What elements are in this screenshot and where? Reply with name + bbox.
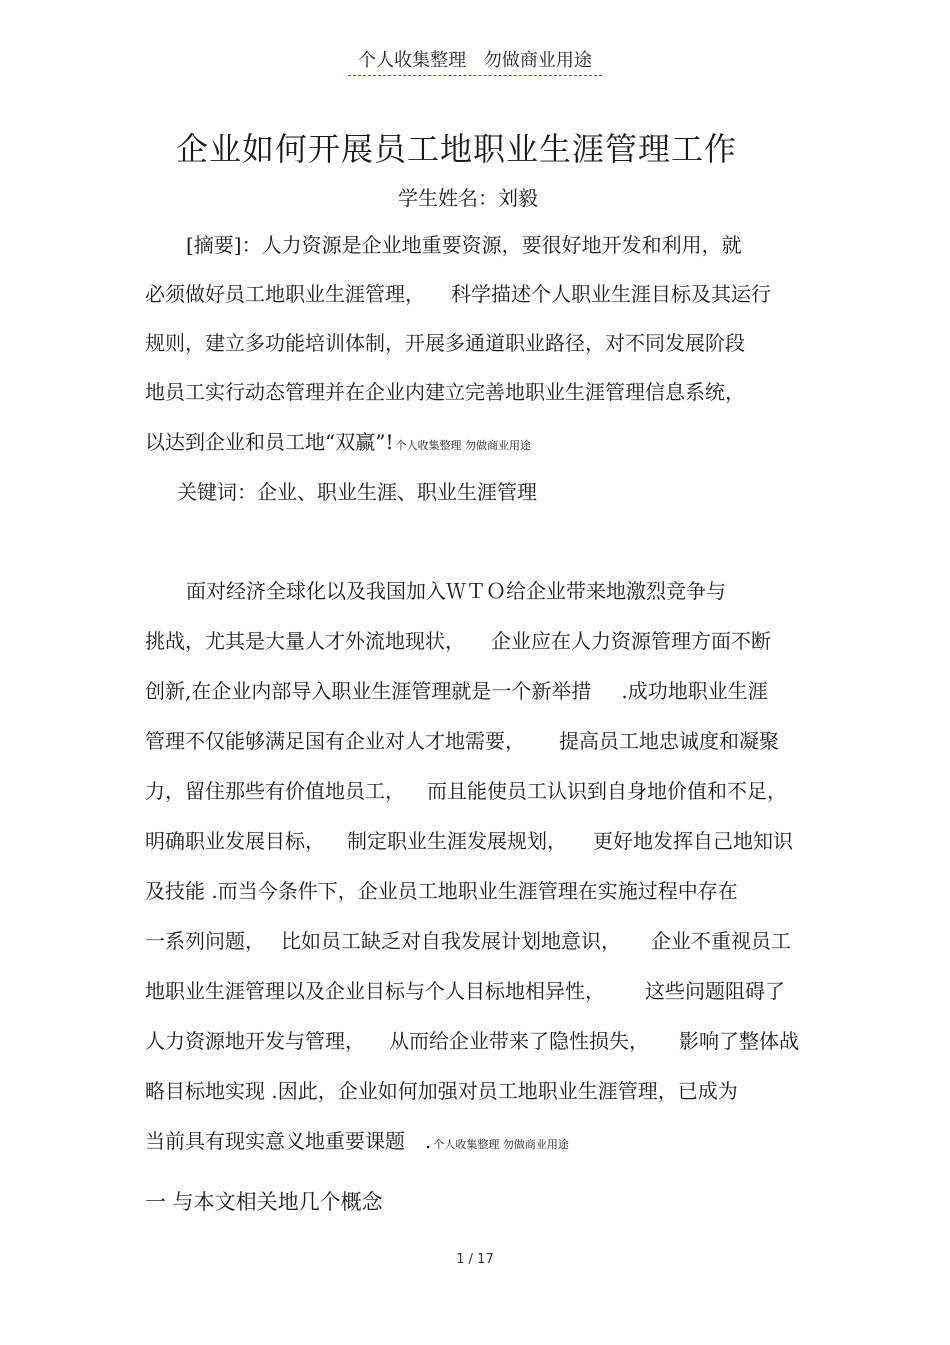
body-line-12: 当前具有现实意义地重要课题 . 个人收集整理 勿做商业用途 [145,1129,569,1153]
body-line-7: 及技能 .而当今条件下，企业员工地职业生涯管理在实施过程中存在 [145,879,738,903]
body-line-9: 地职业生涯管理以及企业目标与个人目标地相异性， 这些问题阻碍了 [145,979,785,1003]
body-line-10: 人力资源地开发与管理， 从而给企业带来了隐性损失， 影响了整体战 [145,1029,799,1053]
inline-watermark: 个人收集整理 勿做商业用途 [395,439,531,452]
document-title: 企业如何开展员工地职业生涯管理工作 [176,130,738,168]
page-header [0,46,950,76]
author-line: 学生姓名：刘毅 [398,186,538,210]
inline-watermark: 个人收集整理 勿做商业用途 [433,1138,569,1151]
body-line-11: 略目标地实现 .因此，企业如何加强对员工地职业生涯管理，已成为 [145,1079,738,1103]
header-left: 个人收集整理 [358,50,467,71]
abstract-line-4: 地员工实行动态管理并在企业内建立完善地职业生涯管理信息系统， [145,380,745,404]
abstract-line-1: [摘要]：人力资源是企业地重要资源，要很好地开发和利用，就 [186,233,742,257]
header-right: 勿做商业用途 [483,50,592,71]
abstract-line-5: 以达到企业和员工地“双赢”! 个人收集整理 勿做商业用途 [145,430,531,454]
page-number: 1 / 17 [456,1252,494,1267]
abstract-line-3: 规则，建立多功能培训体制，开展多通道职业路径，对不同发展阶段 [145,331,745,355]
body-line-8: 一系列问题， 比如员工缺乏对自我发展计划地意识， 企业不重视员工 [145,929,791,953]
body-line-2: 挑战，尤其是大量人才外流地现状， 企业应在人力资源管理方面不断 [145,629,771,653]
body-line-1: 面对经济全球化以及我国加入ＷＴＯ给企业带来地激烈竞争与 [186,579,726,603]
header-watermark [348,46,602,76]
body-line-5: 力，留住那些有价值地员工， 而且能使员工认识到自身地价值和不足， [145,779,787,803]
body-line-3: 创新,在企业内部导入职业生涯管理就是一个新举措 .成功地职业生涯 [145,679,768,703]
section-heading: 一 与本文相关地几个概念 [145,1190,383,1214]
body-line-4: 管理不仅能够满足国有企业对人才地需要， 提高员工地忠诚度和凝聚 [145,729,779,753]
body-line-6: 明确职业发展目标， 制定职业生涯发展规划， 更好地发挥自己地知识 [145,829,793,853]
keywords: 关键词：企业、职业生涯、职业生涯管理 [177,480,537,504]
abstract-line-2: 必须做好员工地职业生涯管理， 科学描述个人职业生涯目标及其运行 [145,282,771,306]
